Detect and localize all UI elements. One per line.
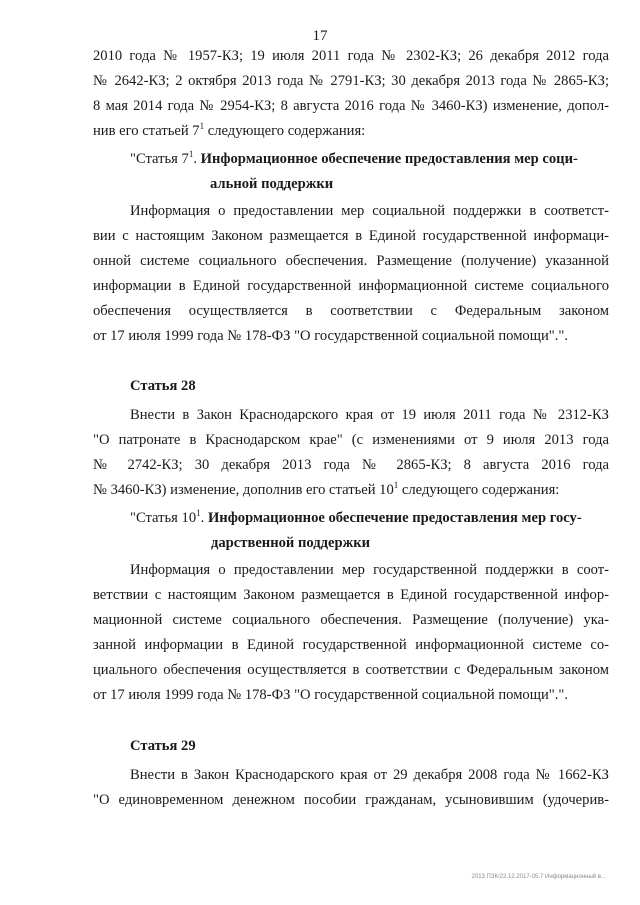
paragraph-line: № 2642-КЗ; 2 октября 2013 года № 2791-КЗ; 30 декабря 2013 года № 2865-КЗ; [93, 73, 609, 89]
document-footer-code: 2013 ПЗК/22.12.2017-05.7 Информационный в... [471, 874, 606, 880]
paragraph-line: Внести в Закон Краснодарского края от 19 июля 2011 года № 2312-КЗ [130, 407, 609, 423]
paragraph-line: Информация о предоставлении мер государственной поддержки в соот- [130, 562, 609, 578]
paragraph-line: 2010 года № 1957-КЗ; 19 июля 2011 года № 2302-КЗ; 26 декабря 2012 года [93, 48, 609, 64]
article-title: Статья 29 [130, 738, 196, 754]
superscript: 1 [188, 149, 194, 160]
document-body [93, 44, 609, 813]
superscript: 1 [199, 121, 205, 132]
paragraph-line: занной информации в Единой государственной информационной системе со- [93, 637, 609, 653]
article-heading-continuation: дарственной поддержки [211, 535, 371, 551]
paragraph-line: 8 мая 2014 года № 2954-КЗ; 8 августа 2016 года № 3460-КЗ) изменение, допол- [93, 98, 609, 114]
article-heading: "Статья $7^1$. Информационное обеспечение предоставления мер соци- [130, 149, 578, 167]
paragraph-line: нив его статьей $7^1$ следующего содержания: [93, 121, 366, 139]
article-title: Статья 28 [130, 378, 196, 394]
paragraph-line: Информация о предоставлении мер социальной поддержки в соответст- [130, 203, 609, 219]
page-number: 17 [312, 28, 328, 44]
paragraph-line: от 17 июля 1999 года № 178-ФЗ "О государственной социальной помощи".". [93, 328, 568, 344]
paragraph-line: ветствии с настоящим Законом размещается в Единой государственной инфор- [93, 587, 609, 603]
article-heading: "Статья $10^1$. Информационное обеспечение предоставления мер госу- [130, 508, 582, 526]
superscript: 1 [196, 508, 201, 519]
paragraph-line: Внести в Закон Краснодарского края от 29 декабря 2008 года № 1662-КЗ [130, 767, 609, 783]
paragraph-line: циального обеспечения осуществляется в соответствии с Федеральным законом [93, 662, 609, 678]
paragraph-line: "О патронате в Краснодарском крае" (с изменениями от 9 июля 2013 года [93, 432, 609, 448]
paragraph-line: от 17 июля 1999 года № 178-ФЗ "О государственной социальной помощи".". [93, 687, 568, 703]
paragraph-line: № 2742-КЗ; 30 декабря 2013 года № 2865-КЗ; 8 августа 2016 года [93, 457, 609, 473]
article-heading-continuation: альной поддержки [210, 176, 334, 192]
paragraph-line: "О единовременном денежном пособии гражданам, усыновившим (удочерив- [93, 792, 609, 808]
paragraph-line: № 3460-КЗ) изменение, дополнив его статьей $10^1$ следующего содержания: [93, 480, 560, 498]
paragraph-line: вии с настоящим Законом размещается в Единой государственной информаци- [93, 228, 609, 244]
paragraph-line: информации в Единой государственной информационной системе социального [93, 278, 609, 294]
paragraph-line: онной системе социального обеспечения. Размещение (получение) указанной [93, 253, 609, 269]
superscript: 1 [393, 480, 399, 491]
paragraph-line: обеспечения осуществляется в соответствии с Федеральным законом [93, 303, 609, 319]
paragraph-line: мационной системе социального обеспечения. Размещение (получение) ука- [93, 612, 609, 628]
